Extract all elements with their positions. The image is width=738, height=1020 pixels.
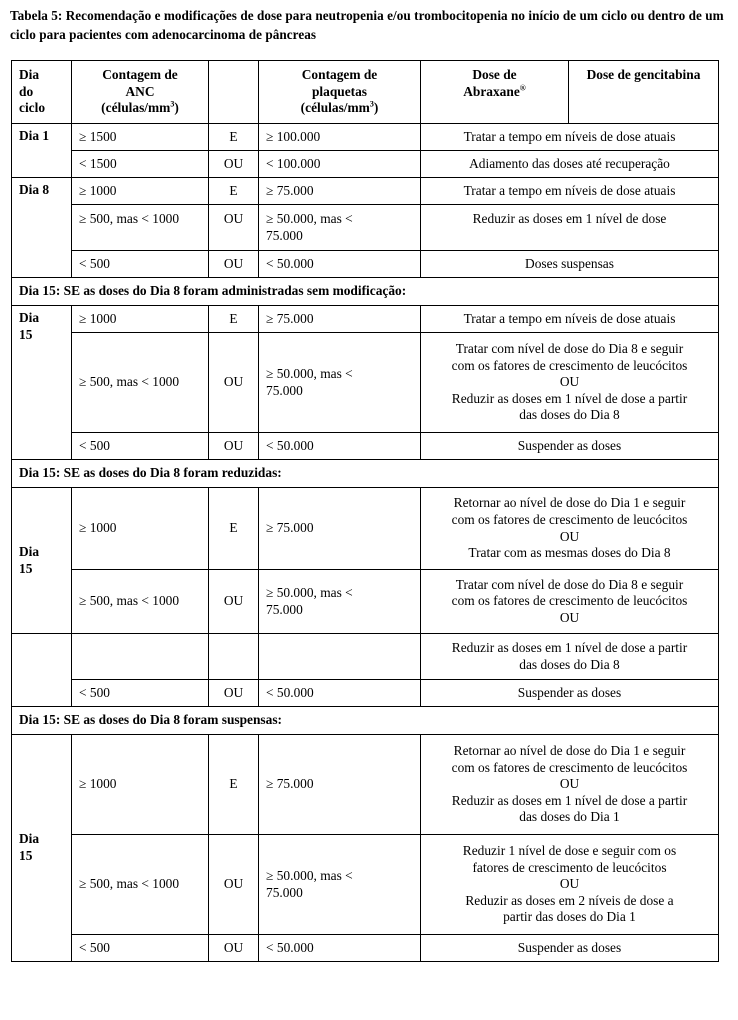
header-day-of-cycle: Dia do ciclo [12, 61, 72, 124]
anc-cell: ≥ 1000 [72, 735, 209, 835]
dose-modification-table [11, 60, 719, 962]
header-gemcitabine-dose: Dose de gencitabina [569, 61, 719, 124]
header-abraxane-dose: Dose de Abraxane® [421, 61, 569, 124]
anc-cell: ≥ 500, mas < 1000 [72, 333, 209, 433]
anc-cell [72, 634, 209, 680]
table-row [12, 205, 719, 251]
anc-cell: < 500 [72, 251, 209, 278]
dose-action-cell: Suspender as doses [421, 935, 719, 962]
platelet-cell: ≥ 50.000, mas < 75.000 [259, 835, 421, 935]
day-label: Dia 15 [12, 488, 72, 634]
operator-cell: E [209, 735, 259, 835]
anc-cell: ≥ 1000 [72, 178, 209, 205]
operator-cell: OU [209, 205, 259, 251]
operator-cell: OU [209, 835, 259, 935]
table-row [12, 433, 719, 460]
anc-cell: < 500 [72, 935, 209, 962]
operator-cell: OU [209, 433, 259, 460]
anc-cell: ≥ 500, mas < 1000 [72, 835, 209, 935]
table-row [12, 735, 719, 835]
dose-action-cell: Tratar a tempo em níveis de dose atuais [421, 124, 719, 151]
header-operator [209, 61, 259, 124]
table-caption: Tabela 5: Recomendação e modificações de dose para neutropenia e/ou trombocitopenia no início de um ciclo ou dentro de um ciclo para pacientes com adenocarcinoma de pâncreas [10, 8, 724, 42]
table-row [12, 634, 719, 680]
operator-cell: OU [209, 935, 259, 962]
day-label-empty [12, 634, 72, 707]
platelet-cell: ≥ 75.000 [259, 178, 421, 205]
header-anc-count: Contagem de ANC $(células/mm^3)$ [72, 61, 209, 124]
table-row [12, 333, 719, 433]
operator-cell: E [209, 178, 259, 205]
table-row [12, 488, 719, 570]
operator-cell: E [209, 488, 259, 570]
table-row [12, 124, 719, 151]
dose-action-cell: Doses suspensas [421, 251, 719, 278]
table-row [12, 935, 719, 962]
dose-action-cell: Retornar ao nível de dose do Dia 1 e seguir com os fatores de crescimento de leucócitos OU Tratar com as mesmas doses do Dia 8 [421, 488, 719, 570]
anc-cell: ≥ 1000 [72, 306, 209, 333]
section-row [12, 707, 719, 735]
section-heading: Dia 15: SE as doses do Dia 8 foram reduzidas: [12, 460, 719, 488]
operator-cell: E [209, 124, 259, 151]
section-row [12, 460, 719, 488]
table-row [12, 570, 719, 634]
day-label: Dia 15 [12, 735, 72, 962]
platelet-cell: < 100.000 [259, 151, 421, 178]
anc-cell: ≥ 500, mas < 1000 [72, 570, 209, 634]
platelet-cell: ≥ 50.000, mas < 75.000 [259, 333, 421, 433]
table-row [12, 306, 719, 333]
operator-cell: OU [209, 570, 259, 634]
dose-action-cell: Tratar a tempo em níveis de dose atuais [421, 306, 719, 333]
platelet-cell: ≥ 75.000 [259, 488, 421, 570]
table-row [12, 178, 719, 205]
platelet-cell: ≥ 100.000 [259, 124, 421, 151]
operator-cell [209, 634, 259, 680]
operator-cell: E [209, 306, 259, 333]
section-row [12, 278, 719, 306]
operator-cell: OU [209, 251, 259, 278]
day-label: Dia 1 [12, 124, 72, 178]
section-heading: Dia 15: SE as doses do Dia 8 foram suspensas: [12, 707, 719, 735]
operator-cell: OU [209, 333, 259, 433]
platelet-cell: < 50.000 [259, 680, 421, 707]
platelet-cell: ≥ 50.000, mas < 75.000 [259, 205, 421, 251]
table-row [12, 835, 719, 935]
dose-action-cell: Suspender as doses [421, 433, 719, 460]
anc-cell: ≥ 500, mas < 1000 [72, 205, 209, 251]
platelet-cell: ≥ 75.000 [259, 735, 421, 835]
header-platelet-count: Contagem de plaquetas $(células/mm^3)$ [259, 61, 421, 124]
anc-cell: ≥ 1000 [72, 488, 209, 570]
platelet-cell: < 50.000 [259, 935, 421, 962]
platelet-cell: < 50.000 [259, 251, 421, 278]
header-row [12, 61, 719, 124]
platelet-cell [259, 634, 421, 680]
table-row [12, 251, 719, 278]
table-row [12, 680, 719, 707]
anc-cell: < 500 [72, 680, 209, 707]
platelet-cell: < 50.000 [259, 433, 421, 460]
platelet-cell: ≥ 75.000 [259, 306, 421, 333]
dose-action-cell: Reduzir as doses em 1 nível de dose a partir das doses do Dia 8 [421, 634, 719, 680]
dose-action-cell: Reduzir as doses em 1 nível de dose [421, 205, 719, 251]
dose-action-cell: Tratar com nível de dose do Dia 8 e seguir com os fatores de crescimento de leucócitos OU [421, 570, 719, 634]
table-row [12, 151, 719, 178]
dose-action-cell: Tratar a tempo em níveis de dose atuais [421, 178, 719, 205]
dose-action-cell: Suspender as doses [421, 680, 719, 707]
anc-cell: < 500 [72, 433, 209, 460]
dose-action-cell: Retornar ao nível de dose do Dia 1 e seguir com os fatores de crescimento de leucócitos OU Reduzir as doses em 1 nível de dose a partir das doses do Dia 1 [421, 735, 719, 835]
operator-cell: OU [209, 680, 259, 707]
anc-cell: ≥ 1500 [72, 124, 209, 151]
anc-cell: < 1500 [72, 151, 209, 178]
day-label: Dia 8 [12, 178, 72, 278]
day-label: Dia 15 [12, 306, 72, 460]
operator-cell: OU [209, 151, 259, 178]
dose-action-cell: Tratar com nível de dose do Dia 8 e seguir com os fatores de crescimento de leucócitos OU Reduzir as doses em 1 nível de dose a partir das doses do Dia 8 [421, 333, 719, 433]
section-heading: Dia 15: SE as doses do Dia 8 foram administradas sem modificação: [12, 278, 719, 306]
dose-action-cell: Reduzir 1 nível de dose e seguir com os fatores de crescimento de leucócitos OU Reduzir as doses em 2 níveis de dose a partir das doses do Dia 1 [421, 835, 719, 935]
dose-action-cell: Adiamento das doses até recuperação [421, 151, 719, 178]
platelet-cell: ≥ 50.000, mas < 75.000 [259, 570, 421, 634]
